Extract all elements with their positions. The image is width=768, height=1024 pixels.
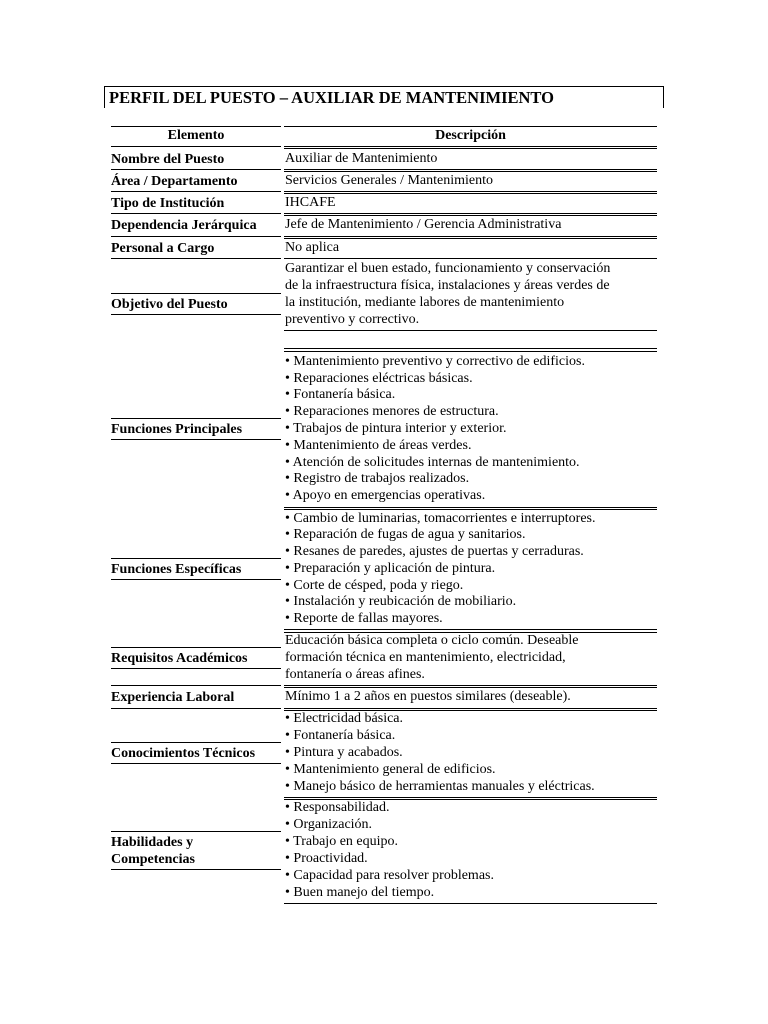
row-desc-line: • Electricidad básica. <box>285 711 404 726</box>
row-desc-line: Jefe de Mantenimiento / Gerencia Administrativa <box>285 217 562 232</box>
row-desc-line: Educación básica completa o ciclo común. Deseable <box>285 633 579 648</box>
row-label-personal-a-cargo: Personal a Cargo <box>111 241 215 256</box>
row-label-habilidades-line-1: Habilidades y <box>111 835 194 850</box>
row-desc-line: • Trabajo en equipo. <box>285 834 399 849</box>
row-label-habilidades-line-2: Competencias <box>111 852 195 867</box>
row-rule <box>111 831 281 832</box>
row-desc-line: de la infraestructura física, instalaciones y áreas verdes de <box>285 278 610 293</box>
row-rule <box>111 439 281 440</box>
row-label-dependencia-jerarquica: Dependencia Jerárquica <box>111 218 257 233</box>
row-rule <box>284 258 657 259</box>
row-label-experiencia-laboral: Experiencia Laboral <box>111 690 235 705</box>
row-label-requisitos-academicos: Requisitos Académicos <box>111 651 248 666</box>
row-rule <box>111 579 281 580</box>
row-desc-line: preventivo y correctivo. <box>285 312 420 327</box>
row-rule <box>111 685 281 686</box>
row-desc-line: No aplica <box>285 240 340 255</box>
row-rule <box>111 558 281 559</box>
row-desc-line: • Fontanería básica. <box>285 728 396 743</box>
row-rule <box>111 213 281 214</box>
row-desc-line: Servicios Generales / Mantenimiento <box>285 173 493 188</box>
row-rule <box>284 330 657 331</box>
row-rule <box>284 507 657 508</box>
row-desc-line: • Buen manejo del tiempo. <box>285 885 435 900</box>
row-desc-line: • Instalación y reubicación de mobiliario. <box>285 594 517 609</box>
row-desc-line: • Mantenimiento preventivo y correctivo de edificios. <box>285 354 585 369</box>
row-desc-line: • Pintura y acabados. <box>285 745 403 760</box>
row-rule <box>284 629 657 630</box>
row-desc-line: • Apoyo en emergencias operativas. <box>285 488 486 503</box>
row-desc-line: • Proactividad. <box>285 851 368 866</box>
row-rule <box>111 763 281 764</box>
row-desc-line: • Reparaciones eléctricas básicas. <box>285 371 473 386</box>
row-rule <box>284 685 657 686</box>
row-rule <box>111 293 281 294</box>
row-rule <box>284 348 657 349</box>
row-rule <box>284 215 657 216</box>
row-rule <box>111 236 281 237</box>
row-rule <box>111 191 281 192</box>
row-desc-line: • Fontanería básica. <box>285 387 396 402</box>
row-rule <box>284 509 657 510</box>
row-desc-line: Auxiliar de Mantenimiento <box>285 151 438 166</box>
row-rule <box>111 668 281 669</box>
row-desc-line: • Atención de solicitudes internas de mantenimiento. <box>285 455 580 470</box>
row-rule <box>111 169 281 170</box>
row-desc-line: la institución, mediante labores de mantenimiento <box>285 295 565 310</box>
row-desc-line: • Corte de césped, poda y riego. <box>285 578 464 593</box>
row-rule <box>284 213 657 214</box>
header-bottom-rule-left <box>111 146 281 147</box>
row-desc-line: fontanería o áreas afines. <box>285 667 425 682</box>
row-rule <box>111 647 281 648</box>
row-rule <box>111 708 281 709</box>
row-rule <box>284 687 657 688</box>
page-title: PERFIL DEL PUESTO – AUXILIAR DE MANTENIMIENTO <box>109 88 554 107</box>
row-rule <box>284 351 657 352</box>
row-desc-line: formación técnica en mantenimiento, electricidad, <box>285 650 566 665</box>
row-rule <box>284 171 657 172</box>
row-label-objetivo-del-puesto: Objetivo del Puesto <box>111 297 228 312</box>
row-desc-line: • Organización. <box>285 817 373 832</box>
row-rule <box>284 236 657 237</box>
row-rule <box>284 903 657 904</box>
row-rule <box>111 314 281 315</box>
row-rule <box>111 258 281 259</box>
row-label-nombre-del-puesto: Nombre del Puesto <box>111 152 225 167</box>
header-description: Descripción <box>435 128 506 143</box>
row-desc-line: • Reparaciones menores de estructura. <box>285 404 499 419</box>
row-rule <box>111 742 281 743</box>
row-desc-line: • Cambio de luminarias, tomacorrientes e interruptores. <box>285 511 596 526</box>
row-desc-line: • Manejo básico de herramientas manuales y eléctricas. <box>285 779 595 794</box>
row-rule <box>284 797 657 798</box>
header-element: Elemento <box>167 128 225 143</box>
row-label-conocimientos-tecnicos: Conocimientos Técnicos <box>111 746 256 761</box>
row-label-tipo-de-institucion: Tipo de Institución <box>111 196 225 211</box>
row-rule <box>284 708 657 709</box>
row-desc-line: IHCAFE <box>285 195 336 210</box>
row-desc-line: • Trabajos de pintura interior y exterior. <box>285 421 507 436</box>
row-rule <box>284 238 657 239</box>
row-desc-line: • Reparación de fugas de agua y sanitarios. <box>285 527 526 542</box>
row-desc-line: • Preparación y aplicación de pintura. <box>285 561 496 576</box>
row-rule <box>284 191 657 192</box>
row-desc-line: • Registro de trabajos realizados. <box>285 471 470 486</box>
row-desc-line: • Mantenimiento general de edificios. <box>285 762 496 777</box>
row-desc-line: • Reporte de fallas mayores. <box>285 611 443 626</box>
row-desc-line: Mínimo 1 a 2 años en puestos similares (deseable). <box>285 689 571 704</box>
row-desc-line: • Mantenimiento de áreas verdes. <box>285 438 472 453</box>
header-bottom-rule-right <box>284 146 657 147</box>
row-rule <box>111 418 281 419</box>
row-rule <box>284 193 657 194</box>
row-rule <box>284 169 657 170</box>
row-desc-line: • Responsabilidad. <box>285 800 390 815</box>
row-rule <box>111 869 281 870</box>
row-desc-line: Garantizar el buen estado, funcionamiento y conservación <box>285 261 611 276</box>
row-label-funciones-especificas: Funciones Específicas <box>111 562 242 577</box>
row-desc-line: • Resanes de paredes, ajustes de puertas y cerraduras. <box>285 544 584 559</box>
row-label-area-departamento: Área / Departamento <box>111 174 238 189</box>
row-desc-line: • Capacidad para resolver problemas. <box>285 868 494 883</box>
row-label-funciones-principales: Funciones Principales <box>111 422 243 437</box>
header-bottom-rule-right-2 <box>284 148 657 149</box>
